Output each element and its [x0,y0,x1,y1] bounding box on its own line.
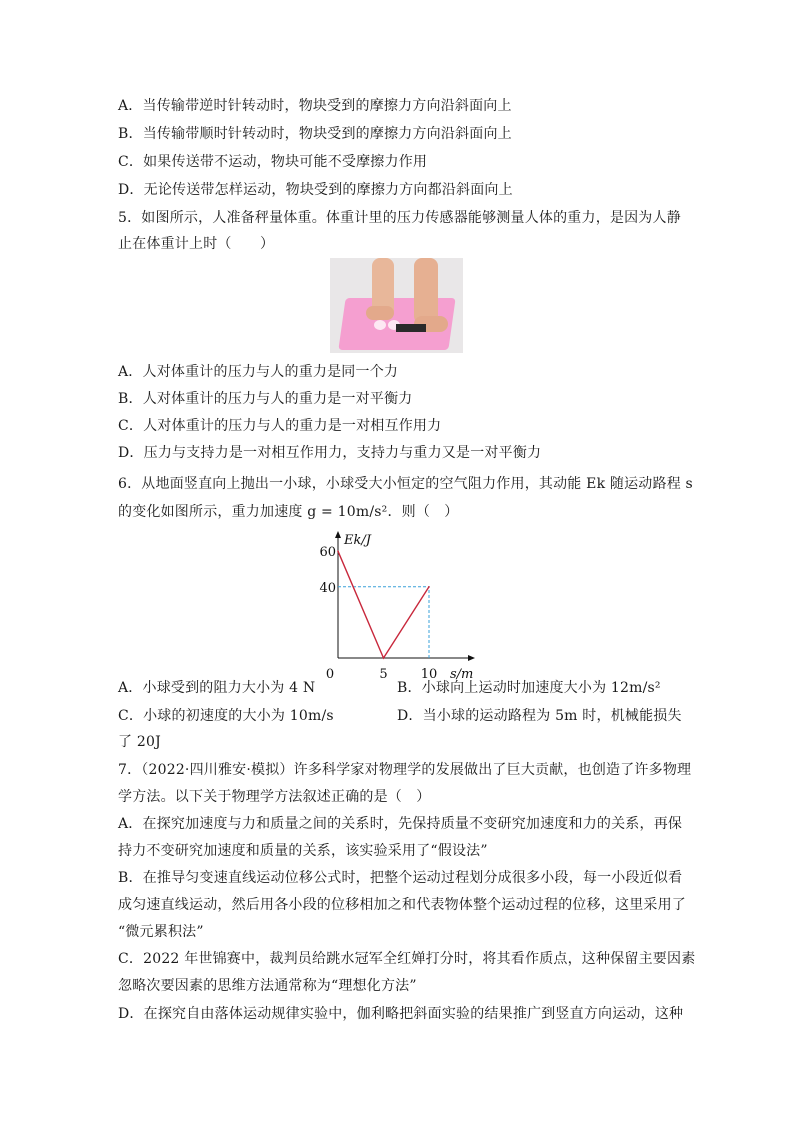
q7-option-b-line2: 成匀速直线运动，然后用各小段的位移相加之和代表物体整个运动过程的位移，这里采用了 [118,897,686,913]
y-tick-label: 40 [319,580,336,596]
q5-option-c: C．人对体重计的压力与人的重力是一对相互作用力 [118,418,442,434]
q5-option-d: D．压力与支持力是一对相互作用力，支持力与重力又是一对平衡力 [118,445,542,461]
q7-option-c-line1: C．2022 年世锦赛中，裁判员给跳水冠军全红婵打分时，将其看作质点，这种保留主要因素 [118,951,696,967]
y-axis-label: Ek/J [344,533,371,548]
q6-option-d: D．当小球的运动路程为 5m 时，机械能损失 [397,708,682,724]
ek-line-series-0 [338,551,429,658]
q4-option-d: D．无论传送带怎样运动，物块受到的摩擦力方向都沿斜面向上 [118,182,513,198]
q5-stem-line1: 5．如图所示，人准备秤量体重。体重计里的压力传感器能够测量人体的重力，是因为人静 [118,210,681,226]
q7-option-d-line1: D．在探究自由落体运动规律实验中，伽利略把斜面实验的结果推广到竖直方向运动，这种 [118,1006,684,1022]
q7-option-b-line1: B．在推导匀变速直线运动位移公式时，把整个运动过程划分成很多小段，每一小段近似看 [118,870,683,886]
x-tick-label: 10 [420,667,438,682]
data-point [383,657,385,659]
q7-stem-line2: 学方法。以下关于物理学方法叙述正确的是（ ） [118,789,431,805]
scale-display [396,324,426,332]
left-foot [366,306,394,320]
right-leg [414,258,438,324]
q6-stem-line1: 6．从地面竖直向上抛出一小球，小球受大小恒定的空气阻力作用，其动能 Ek 随运动路程 s [118,476,693,492]
q7-option-b-line3: “微元累积法” [118,924,204,940]
q5-option-b: B．人对体重计的压力与人的重力是一对平衡力 [118,391,413,407]
decor-cat-left [374,320,386,330]
x-axis-label: s/m [450,667,474,682]
q5-stem-line2: 止在体重计上时（ ） [118,236,275,252]
data-point [337,550,339,552]
q4-option-b: B．当传输带顺时针转动时，物块受到的摩擦力方向沿斜面向上 [118,126,512,142]
q7-option-a-line2: 持力不变研究加速度和质量的关系，该实验采用了“假设法” [118,843,488,859]
ek-vs-s-graph [310,530,480,682]
y-axis-arrow [335,531,341,538]
q6-option-a: A．小球受到的阻力大小为 4 N [118,680,316,696]
data-point [428,586,430,588]
q4-option-c: C．如果传送带不运动，物块可能不受摩擦力作用 [118,154,428,170]
q7-option-a-line1: A．在探究加速度与力和质量之间的关系时，先保持质量不变研究加速度和力的关系，再保 [118,816,683,832]
q7-option-c-line2: 忽略次要因素的思维方法通常称为“理想化方法” [118,978,417,994]
y-tick-label: 60 [319,545,336,561]
x-tick-label: 0 [325,667,335,682]
q5-option-a: A．人对体重计的压力与人的重力是同一个力 [118,364,399,380]
q4-option-a: A．当传输带逆时针转动时，物块受到的摩擦力方向沿斜面向上 [118,98,512,114]
x-tick-label: 5 [379,667,388,682]
q7-stem-line1: 7．（2022·四川雅安·模拟）许多科学家对物理学的发展做出了巨大贡献，也创造了许多物理 [118,762,692,778]
bathroom-scale-photo [330,258,463,353]
q6-option-c: C．小球的初速度的大小为 10m/s [118,708,334,724]
q6-option-b: B．小球向上运动时加速度大小为 12m/s² [397,680,661,696]
q6-option-d-cont: 了 20J [118,734,161,750]
q6-stem-line2: 的变化如图所示，重力加速度 g = 10m/s²．则（ ） [118,504,459,520]
x-axis-arrow [468,655,475,661]
